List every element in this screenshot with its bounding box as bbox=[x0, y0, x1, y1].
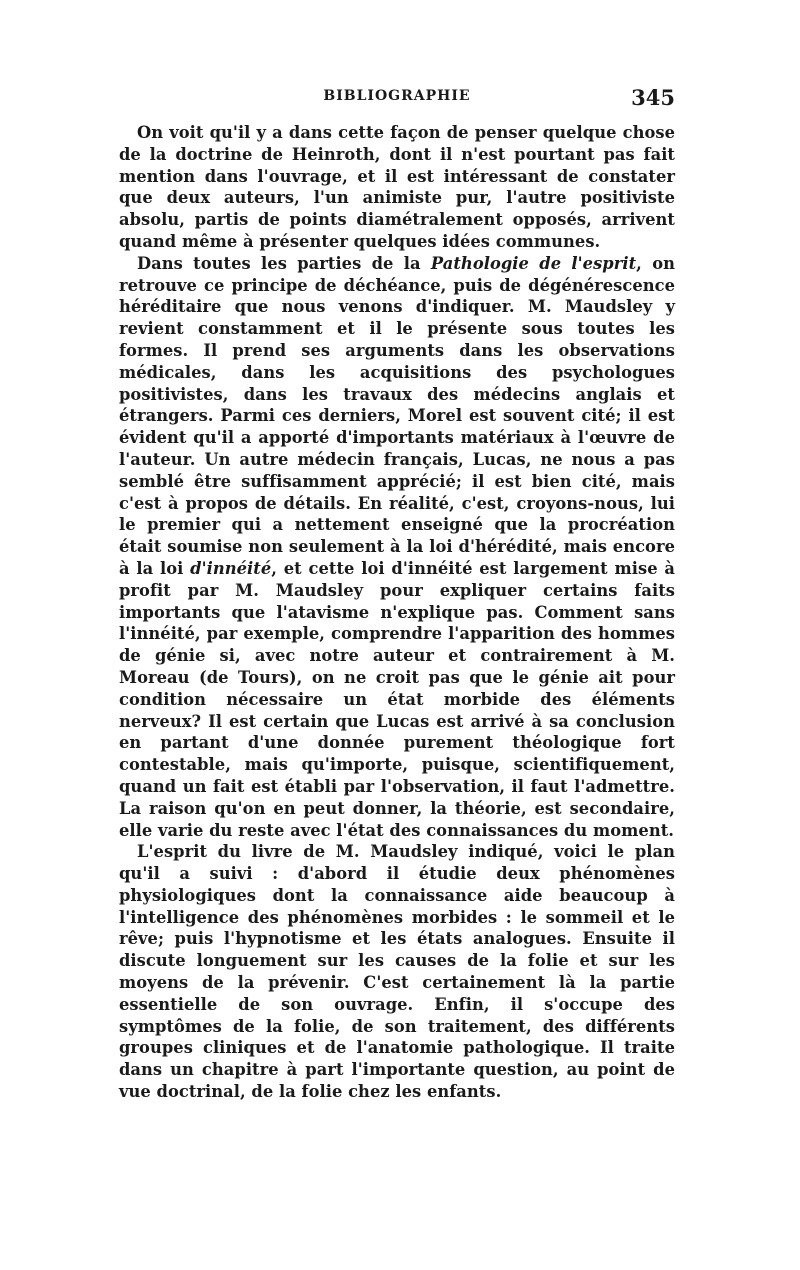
paragraph-3: L'esprit du livre de M. Maudsley indiqué, voici le plan qu'il a suivi : d'abord il étudie deux phénomènes physiologiques dont la connaissance aide beaucoup à l'intelligence des phénomènes morbides : le sommeil et le rêve; puis l'hypnotisme et les états analogues. Ensuite il discute longuement sur les causes de la folie et sur les moyens de la prévenir. C'est certainement là la partie essentielle de son ouvrage. Enfin, il s'occupe des symptômes de la folie, de son traitement, des différents groupes cliniques et de l'anatomie pathologique. Il traite dans un chapitre à part l'importante question, au point de vue doctrinal, de la folie chez les enfants. bbox=[119, 842, 675, 1102]
running-title: BIBLIOGRAPHIE bbox=[323, 88, 471, 104]
page-number: 345 bbox=[631, 85, 675, 110]
book-title-italic: Pathologie de l'esprit bbox=[430, 253, 637, 273]
paragraph-2-text-b: , on retrouve ce principe de déchéance, puis de dégénérescence héréditaire que nous venons d'indiquer. M. Maudsley y revient constamment et il le présente sous toutes les formes. Il prend ses arguments dans les observations médicales, dans les acquisitions des psychologues positivistes, dans les travaux des médecins anglais et étrangers. Parmi ces derniers, Morel est souvent cité; il est évident qu'il a apporté d'importants matériaux à l'œuvre de l'auteur. Un autre médecin français, Lucas, ne nous a pas semblé être suffisamment apprécié; il est bien cité, mais c'est à propos de détails. En réalité, c'est, croyons-nous, lui le premier qui a nettement enseigné que la procréation était soumise non seulement à la loi d'hérédité, mais encore à la loi bbox=[119, 253, 675, 578]
paragraph-2 bbox=[119, 253, 675, 842]
paragraph-2-text-a: Dans toutes les parties de la bbox=[137, 253, 431, 273]
term-innéité-italic: d'innéité bbox=[190, 558, 272, 578]
running-head bbox=[119, 85, 675, 116]
paragraph-2-text-c: , et cette loi d'innéité est largement mise à profit par M. Maudsley pour expliquer certains faits importants que l'atavisme n'explique pas. Comment sans l'innéité, par exemple, comprendre l'apparition des hommes de génie si, avec notre auteur et contrairement à M. Moreau (de Tours), on ne croit pas que le génie ait pour condition nécessaire un état morbide des éléments nerveux? Il est certain que Lucas est arrivé à sa conclusion en partant d'une donnée purement théologique fort contestable, mais qu'importe, puisque, scientifiquement, quand un fait est établi par l'observation, il faut l'admettre. La raison qu'on en peut donner, la théorie, est secondaire, elle varie du reste avec l'état des connaissances du moment. bbox=[119, 558, 675, 840]
book-page bbox=[119, 85, 675, 1103]
paragraph-1: On voit qu'il y a dans cette façon de penser quelque chose de la doctrine de Heinroth, dont il n'est pourtant pas fait mention dans l'ouvrage, et il est intéressant de constater que deux auteurs, l'un animiste pur, l'autre positiviste absolu, partis de points diamétralement opposés, arrivent quand même à présenter quelques idées communes. bbox=[119, 123, 675, 251]
